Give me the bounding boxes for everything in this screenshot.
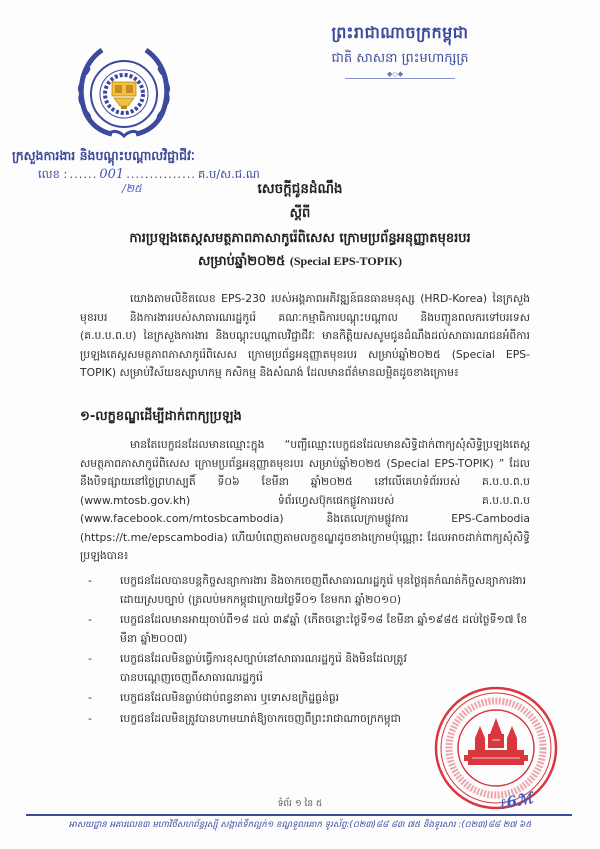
intro-text: យោងតាមលិខិតលេខ EPS-230 របស់អង្គភាពអភិវឌ្ឍន៍ធនធានមនុស្ស (HRD-Korea) នៃក្រសួងមុខរបរ និងការងាររបស់សាធារណរដ្ឋកូរ៉េ គណៈកម្មាធិការបណ្តុះបណ្តាល និងបញ្ជូនពលករទៅបរទេស (គ.ប.ប.ព.ប) នៃក្រសួងការងារ និងបណ្តុះបណ្តាលវិជ្ជាជីវៈ មានកិត្តិយសសូមជូនដំណឹងដល់សាធារណជនអំពីការប្រឡងតេស្តសមត្ថភាពភាសាកូរ៉េពិសេស ក្រោមប្រព័ន្ធអនុញ្ញាតមុខរបរ សម្រាប់ឆ្នាំ២០២៥ (Special EPS-TOPIK) សម្រាប់វិស័យឧស្សាហកម្ម កសិកម្ម និងសំណង់ ដែលមានព័ត៌មានលម្អិតដូចខាងក្រោម៖ xyxy=(80,292,530,379)
reference-dots: ............... xyxy=(126,167,197,181)
list-item-text: បេក្ខជនដែលមិនត្រូវបានហាមឃាត់ឱ្យចាកចេញពីព្រះរាជាណាចក្រកម្ពុជា xyxy=(120,711,401,725)
intro-paragraph xyxy=(80,290,530,383)
reference-label: លេខ : xyxy=(38,167,68,181)
section-1-paragraph xyxy=(80,436,530,566)
page-number: ទំព័រ ១ នៃ ៥ xyxy=(277,799,323,809)
bullet-dash: - xyxy=(88,613,92,626)
bullet-dash: - xyxy=(88,711,92,725)
subject-year-kh: សម្រាប់ឆ្នាំ២០២៥ xyxy=(198,254,286,269)
notice-subject: ការប្រឡងតេស្តសមត្ថភាពភាសាកូរ៉េពិសេស ក្រោមប្រព័ន្ធអនុញ្ញាតមុខរបរ xyxy=(129,231,471,246)
list-item-text: បេក្ខជនដែលមិនធ្លាប់ជាប់ពន្ធនាគារ ឬទោសឧក្រិដ្ឋធ្ងន់ធ្ងរ xyxy=(120,691,340,704)
list-item xyxy=(88,572,528,609)
list-item xyxy=(88,650,528,687)
ministry-emblem-icon xyxy=(72,42,176,146)
notice-title: សេចក្តីជូនដំណឹង xyxy=(257,181,343,197)
notice-subject-year xyxy=(0,253,600,272)
national-motto: ជាតិ សាសនា ព្រះមហាក្សត្រ xyxy=(331,51,469,66)
subject-exam-name: (Special EPS-TOPIK) xyxy=(289,254,402,268)
section-1-text: មានតែបេក្ខជនដែលមានឈ្មោះក្នុង “បញ្ជីឈ្មោះបេក្ខជនដែលមានសិទ្ធិដាក់ពាក្យសុំសិទ្ធិប្រឡងតេស្តសមត្ថភាពភាសាកូរ៉េពិសេស ក្រោមប្រព័ន្ធអនុញ្ញាតមុខរបរ សម្រាប់ឆ្នាំ២០២៥ (Special EPS-TOPIK) ” ដែលនឹងបិទផ្សាយនៅថ្ងៃព្រហស្បតិ៍ ទី០៦ ខែមីនា ឆ្នាំ២០២៥ នៅលើគេហទំព័ររបស់ គ.ប.ប.ព.ប (www.mtosb.gov.kh) ទំព័រហ្វេសប៊ុកផេកផ្លូវការរបស់ គ.ប.ប.ព.ប (www.facebook.com/mtosbcambodia) និងតេលេក្រាមផ្លូវការ EPS-Cambodia (https://t.me/epscambodia) ហើយបំពេញតាមលក្ខខណ្ឌដូចខាងក្រោមប៉ុណ្ណោះ ដែលអាចដាក់ពាក្យសុំសិទ្ធិប្រឡងបាន៖ xyxy=(80,438,530,562)
reference-dots: ...... xyxy=(69,167,98,181)
reference-year: /២៥ xyxy=(122,182,142,195)
footer-divider xyxy=(26,814,572,816)
official-seal-icon xyxy=(432,684,560,812)
list-item-text: បេក្ខជនដែលមានអាយុចាប់ពី១៨ ដល់ ៣៩ឆ្នាំ (កើតចន្លោះថ្ងៃទី១៨ ខែមីនា ឆ្នាំ១៩៨៥ ដល់ថ្ងៃទី១៧ ខែមីនា ឆ្នាំ២០០៧) xyxy=(120,613,528,645)
notice-title-block xyxy=(0,180,600,272)
bullet-dash: - xyxy=(88,574,92,587)
notice-subtitle: ស្តីពី xyxy=(289,206,311,221)
list-item xyxy=(88,611,528,648)
list-item-text: បេក្ខជនដែលបានបន្តកិច្ចសន្យាការងារ និងចាកចេញពីសាធារណរដ្ឋកូរ៉េ មុនថ្ងៃផុតកំណត់កិច្ចសន្យាការងារដោយស្របច្បាប់ (ត្រលប់មកកម្ពុជាក្រោយថ្ងៃទី០១ ខែមករា ឆ្នាំ២០១០) xyxy=(120,574,527,606)
section-1-heading: ១-លក្ខខណ្ឌដើម្បីដាក់ពាក្យប្រឡង xyxy=(80,409,242,424)
ministry-name: ក្រសួងការងារ និងបណ្តុះបណ្តាលវិជ្ជាជីវៈ xyxy=(12,148,195,163)
footer-address: អាសយដ្ឋាន អគារលេខ៣ មហាវិថីសហព័ន្ធរុស្ស៊ី សង្កាត់ទឹកល្អក់១ ខណ្ឌទួលគោក ទូរស័ព្ទ:(០២៣)៨៨ ៨៣ ៧៥ និងទូរសារ :(០២៣)៨៨ ២៧ ៦៥ xyxy=(68,820,532,830)
bullet-dash: - xyxy=(88,691,92,704)
reference-handwritten-number: 001 xyxy=(99,167,125,182)
signature: ℓ6ℳ xyxy=(498,788,535,814)
ornament-divider xyxy=(345,75,455,81)
kingdom-heading xyxy=(290,22,510,81)
bullet-dash: - xyxy=(88,652,92,665)
reference-suffix: គ.ប/ស.ជ.ណ xyxy=(198,167,260,181)
list-item-text: បេក្ខជនដែលមិនធ្លាប់ធ្វើការខុសច្បាប់នៅសាធារណរដ្ឋកូរ៉េ និងមិនដែលត្រូវបានបណ្តេញចេញពីសាធារណរដ្ឋកូរ៉េ xyxy=(120,652,407,684)
kingdom-title: ព្រះរាជាណាចក្រកម្ពុជា xyxy=(331,23,469,42)
